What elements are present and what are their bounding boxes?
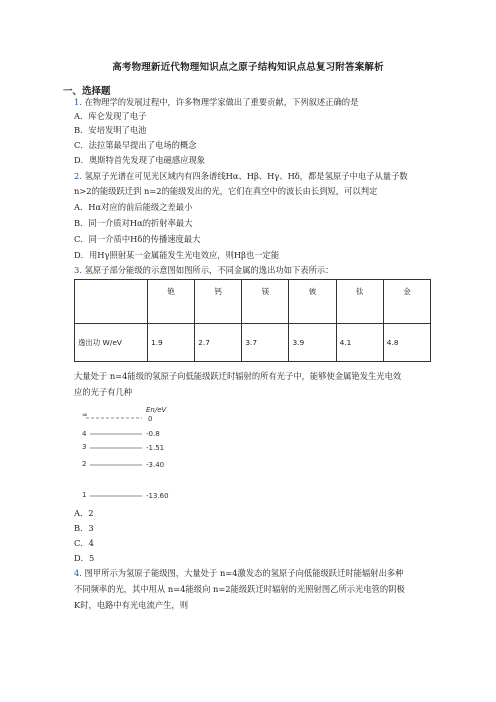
table-cell: 1.9 — [148, 324, 195, 362]
q2-stem-text-1: 氢原子光谱在可见光区域内有四条谱线Hα、Hβ、Hγ、Hδ，都是氢原子中电子从量子数 — [84, 171, 408, 181]
table-header-cell — [75, 280, 148, 324]
q2-stem-line1 — [74, 171, 408, 182]
q3-after-line1: 大量处于 n=4能级的氢原子向低能级跃迁时辐射的所有光子中，能够使金属铯发生光电效 — [74, 371, 402, 381]
document-title: 高考物理新近代物理知识点之原子结构知识点总复习附答案解析 — [112, 62, 384, 73]
table-cell: 3.7 — [242, 324, 289, 362]
energy-level-diagram — [80, 322, 200, 507]
table-cell: 2.7 — [195, 324, 242, 362]
level-energy-label: -3.40 — [146, 461, 165, 469]
table-header-row — [75, 280, 431, 324]
table-header-cell: 钙 — [195, 280, 242, 324]
q4-stem-line3: K时，电路中有光电流产生，则 — [74, 600, 189, 610]
q4-number: 4. — [74, 568, 82, 578]
energy-level-lines — [80, 322, 200, 507]
table-row-label: 逸出功 W/eV — [75, 324, 148, 362]
q1-stem — [74, 97, 358, 108]
q3-option-b: B．3 — [74, 523, 94, 533]
q1-option-b: B．安培发明了电池 — [74, 125, 147, 135]
q2-stem-line2: n>2的能级跃迁到 n=2的能级发出的光，它们在真空中的波长由长到短，可以判定 — [74, 186, 378, 196]
q3-option-d: D．5 — [74, 553, 95, 563]
table-header-cell: 镁 — [242, 280, 289, 324]
table-header-cell: 金 — [383, 280, 430, 324]
level-n-label: 3 — [82, 443, 87, 451]
q2-option-b: B．同一介质对Hα的折射率最大 — [74, 218, 193, 228]
q2-option-d: D．用Hγ照射某一金属能发生光电效应，则Hβ也一定能 — [74, 250, 280, 260]
level-energy-label: -1.51 — [146, 444, 165, 452]
q2-option-c: C．同一介质中Hδ的传播速度最大 — [74, 234, 201, 244]
q4-stem-line2: 不同频率的光，其中用从 n=4能级向 n=2能级跃迁时辐射的光照射图乙所示光电管的阴极 — [74, 584, 405, 594]
q3-stem — [74, 265, 333, 276]
q1-stem-text: 在物理学的发展过程中，许多物理学家做出了重要贡献，下列叙述正确的是 — [84, 97, 359, 107]
table-header-cell: 铯 — [148, 280, 195, 324]
level-n-label: 1 — [82, 491, 87, 499]
q3-option-c: C．4 — [74, 538, 94, 548]
q3-stem-text: 氢原子部分能级的示意图如图所示，不同金属的逸出功如下表所示： — [84, 265, 334, 275]
level-n-label: 2 — [82, 460, 87, 468]
q3-after-line2: 应的光子有几种 — [74, 387, 133, 397]
table-cell: 4.8 — [383, 324, 430, 362]
table-cell: 3.9 — [289, 324, 336, 362]
table-header-cell: 铍 — [289, 280, 336, 324]
q3-option-a: A．2 — [74, 508, 94, 518]
q4-stem-text-1: 图甲所示为氢原子能级图，大量处于 n=4激发态的氢原子向低能级跃迁时能辐射出多种 — [84, 568, 404, 578]
q1-number: 1. — [74, 97, 82, 107]
energy-axis-label: En/eV — [146, 406, 167, 414]
q4-stem-line1 — [74, 568, 403, 579]
level-n-label: ∞ — [82, 411, 88, 419]
table-header-cell: 钛 — [336, 280, 383, 324]
q3-number: 3. — [74, 265, 82, 275]
table-cell: 4.1 — [336, 324, 383, 362]
q1-option-a: A．库仑发现了电子 — [74, 111, 147, 121]
q2-option-a: A．Hα对应的前后能级之差最小 — [74, 202, 193, 212]
level-energy-label: -0.8 — [146, 430, 160, 438]
level-energy-label: 0 — [148, 415, 153, 423]
level-energy-label: -13.60 — [146, 492, 169, 500]
q1-option-c: C．法拉第最早提出了电场的概念 — [74, 140, 197, 150]
section-heading: 一、选择题 — [63, 86, 111, 97]
q1-option-d: D．奥斯特首先发现了电磁感应现象 — [74, 155, 206, 165]
q2-number: 2. — [74, 171, 82, 181]
level-n-label: 4 — [82, 430, 87, 438]
